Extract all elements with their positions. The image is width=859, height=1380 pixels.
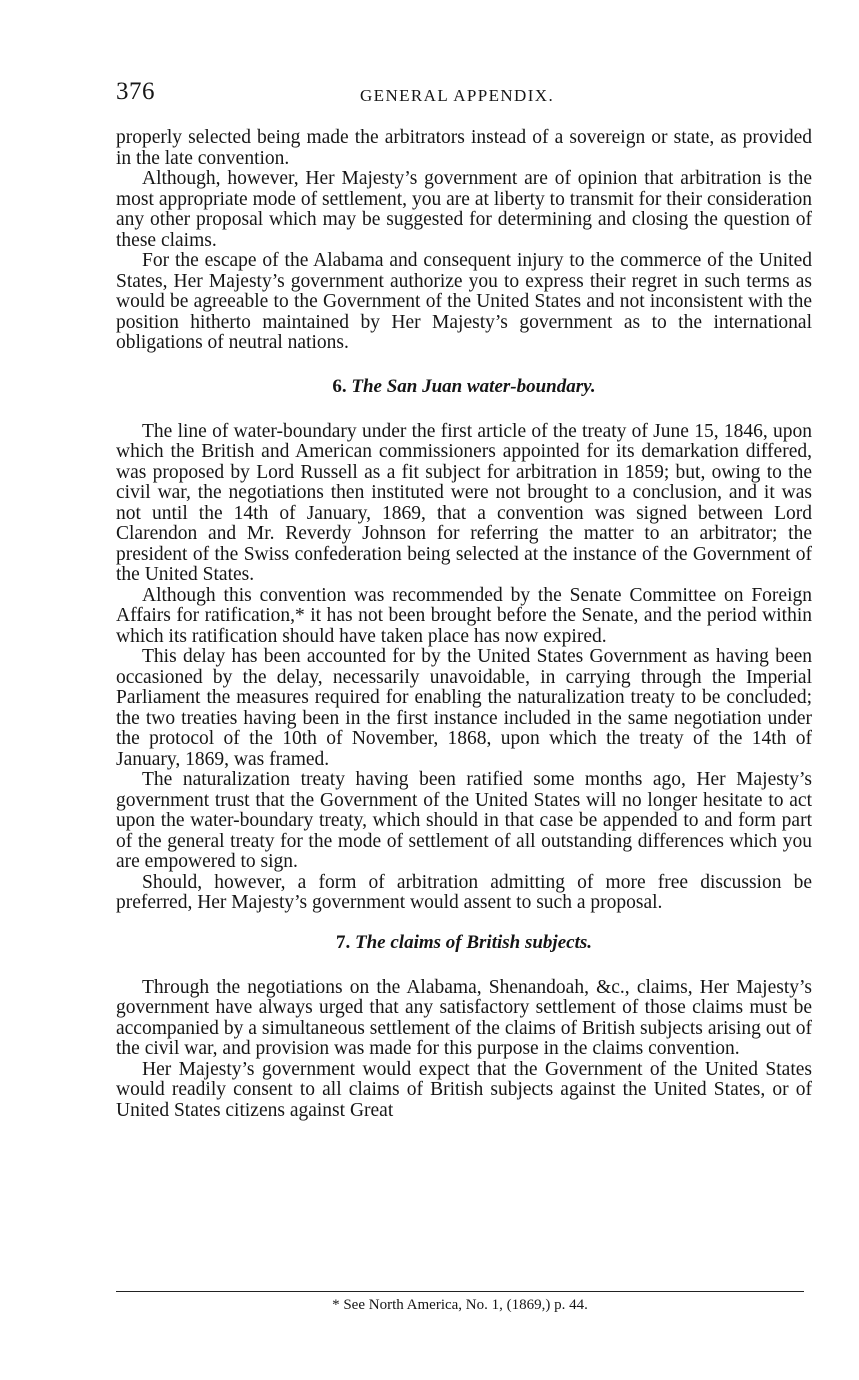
body-text [116,128,812,1121]
page-header [116,78,816,112]
paragraph: For the escape of the Alabama and consequent injury to the commerce of the United States, Her Majesty’s government authorize you to express their regret in such terms as would be agreeable to the Government of the United States and not inconsistent with the position hitherto maintained by Her Majesty’s government as to the international obligations of neutral nations. [116,250,812,353]
page-number: 376 [116,78,155,105]
paragraph: Although, however, Her Majesty’s government are of opinion that arbitration is the most appropriate mode of settlement, you are at liberty to transmit for their consideration any other proposal which may be suggested for determining and closing the question of these claims. [116,168,812,251]
paragraph: properly selected being made the arbitrators instead of a sovereign or state, as provided in the late convention. [116,127,812,169]
section-number: 7. [336,931,351,953]
paragraph: Although this convention was recommended by the Senate Committee on Foreign Affairs for ratification,* it has not been brought before the Senate, and the period within which its ratification should have taken place has now expired. [116,584,812,647]
section-number: 6. [332,375,347,397]
paragraph: Through the negotiations on the Alabama, Shenandoah, &c., claims, Her Majesty’s government have always urged that any satisfactory settlement of those claims must be accompanied by a simultaneous settlement of the claims of British subjects arising out of the civil war, and provision was made for this purpose in the claims convention. [116,976,812,1059]
section-heading [116,376,812,398]
paragraph: Should, however, a form of arbitration admitting of more free discussion be preferred, Her Majesty’s government would assent to such a proposal. [116,871,812,913]
running-title: GENERAL APPENDIX. [360,86,555,105]
footnote: * See North America, No. 1, (1869,) p. 44. [332,1297,588,1313]
paragraph: This delay has been accounted for by the United States Government as having been occasioned by the delay, necessarily unavoidable, in carrying through the Imperial Parliament the measures required for enabling the naturalization treaty to be concluded; the two treaties having been in the first instance included in the same negotiation under the protocol of the 10th of November, 1868, upon which the treaty of the 14th of January, 1869, was framed. [116,646,812,770]
footnote-divider [116,1291,804,1292]
paragraph: The naturalization treaty having been ratified some months ago, Her Majesty’s government trust that the Government of the United States will no longer hesitate to act upon the water-boundary treaty, which should in that case be appended to and form part of the general treaty for the mode of settlement of all outstanding differences which you are empowered to sign. [116,769,812,872]
paragraph: The line of water-boundary under the first article of the treaty of June 15, 1846, upon which the British and American commissioners appointed for its demarkation differed, was proposed by Lord Russell as a fit subject for arbitration in 1859; but, owing to the civil war, the negotiations then instituted were not brought to a conclusion, and it was not until the 14th of January, 1869, that a convention was signed between Lord Clarendon and Mr. Reverdy Johnson for referring the matter to an arbitrator; the president of the Swiss confederation being selected at the instance of the Government of the United States. [116,420,812,585]
section-title: The claims of British subjects. [355,931,592,953]
section-title: The San Juan water-boundary. [351,375,596,397]
section-heading [116,932,812,954]
paragraph: Her Majesty’s government would expect that the Government of the United States would readily consent to all claims of British subjects against the United States, or of United States citizens against Great [116,1058,812,1121]
